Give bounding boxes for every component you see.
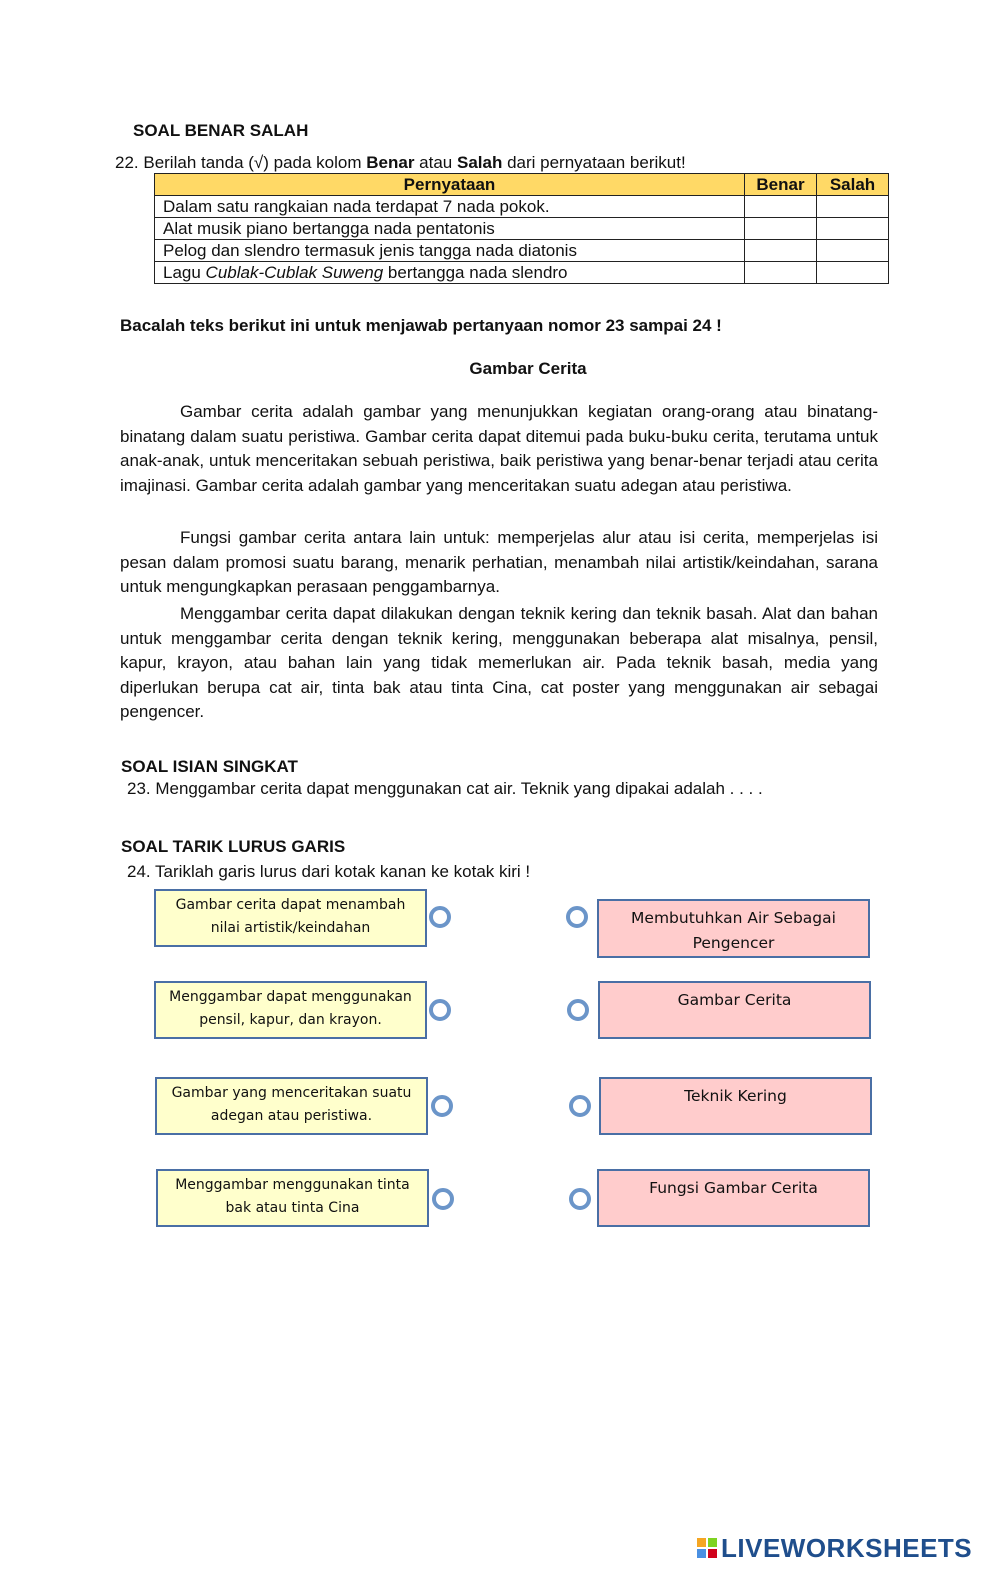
q22-text-1: 22. Berilah tanda (√) pada kolom (115, 153, 367, 172)
left-box-line: bak atau tinta Cina (225, 1200, 360, 1216)
paragraph-2-text: Fungsi gambar cerita antara lain untuk: memperjelas alur atau isi cerita, memperjelas isi pesan dalam promosi suatu barang, menarik perhatian, menambah nilai artistik/keindahan, sarana untuk mengungkapkan perasaan penggambarnya. (120, 528, 878, 596)
benar-cell[interactable] (745, 218, 817, 240)
section-title-isian-singkat: SOAL ISIAN SINGKAT (121, 757, 298, 776)
q22-text-3: dari pernyataan berikut! (502, 153, 686, 172)
benar-cell[interactable] (745, 240, 817, 262)
right-box-line: Membutuhkan Air Sebagai (631, 909, 836, 927)
paragraph-3-text: Menggambar cerita dapat dilakukan dengan teknik kering dan teknik basah. Alat dan bahan untuk menggambar cerita dengan teknik kering, menggunakan beberapa alat misalnya, pensil, kapur, krayon, atau bahan lain yang tidak memerlukan air. Pada teknik basah, media yang diperlukan berupa cat air, tinta bak atau tinta Cina, cat poster yang menggunakan air sebagai pengencer. (120, 604, 878, 721)
reading-paragraph-2 (120, 526, 878, 600)
header-benar: Benar (745, 174, 817, 196)
left-box-line: Gambar yang menceritakan suatu (171, 1085, 412, 1101)
salah-cell[interactable] (817, 196, 889, 218)
left-match-box-1 (154, 889, 427, 947)
table-row (155, 218, 889, 240)
q22-benar: Benar (366, 153, 415, 172)
reading-paragraph-3 (120, 602, 878, 725)
right-box-line: Fungsi Gambar Cerita (649, 1179, 818, 1197)
logo-square-l (697, 1538, 706, 1547)
logo-square-e (708, 1549, 717, 1558)
header-salah: Salah (817, 174, 889, 196)
question-24: 24. Tariklah garis lurus dari kotak kanan ke kotak kiri ! (127, 862, 531, 881)
header-pernyataan: Pernyataan (155, 174, 745, 196)
right-box-line: Gambar Cerita (677, 991, 792, 1009)
left-connector-dot-3[interactable] (431, 1095, 453, 1117)
q22-salah: Salah (456, 153, 503, 172)
logo-mark-icon (697, 1538, 717, 1558)
benar-cell[interactable] (745, 196, 817, 218)
left-box-line: adegan atau peristiwa. (210, 1108, 373, 1124)
row4-text-2: bertangga nada slendro (383, 263, 568, 282)
salah-cell[interactable] (817, 218, 889, 240)
statement-cell: Pelog dan slendro termasuk jenis tangga nada diatonis (155, 240, 745, 262)
left-match-box-3 (155, 1077, 428, 1135)
question-22 (115, 153, 686, 173)
reading-paragraph-1 (120, 400, 878, 498)
reading-title: Gambar Cerita (469, 359, 587, 378)
left-box-line: pensil, kapur, dan krayon. (199, 1012, 382, 1028)
left-box-line: Gambar cerita dapat menambah (175, 897, 406, 913)
right-box-line: Pengencer (692, 934, 775, 952)
benar-cell[interactable] (745, 262, 817, 284)
statement-cell (155, 262, 745, 284)
left-match-box-4 (156, 1169, 429, 1227)
logo-text: LIVEWORKSHEETS (721, 1532, 973, 1563)
left-connector-dot-1[interactable] (429, 906, 451, 928)
section-title-tarik-garis: SOAL TARIK LURUS GARIS (121, 837, 346, 856)
logo-square-i (708, 1538, 717, 1547)
statement-cell: Alat musik piano bertangga nada pentatonis (155, 218, 745, 240)
left-box-line: nilai artistik/keindahan (210, 920, 371, 936)
statement-cell: Dalam satu rangkaian nada terdapat 7 nada pokok. (155, 196, 745, 218)
paragraph-1-text: Gambar cerita adalah gambar yang menunjukkan kegiatan orang-orang atau binatang-binatang dalam suatu peristiwa. Gambar cerita dapat ditemui pada buku-buku cerita, terutama untuk anak-anak, untuk menceritakan sebuah peristiwa, baik peristiwa yang benar-benar terjadi atau cerita imajinasi. Gambar cerita adalah gambar yang menceritakan suatu adegan atau peristiwa. (120, 402, 878, 495)
row4-italic: Cublak-Cublak Suweng (205, 263, 384, 282)
left-box-line: Menggambar menggunakan tinta (175, 1177, 410, 1193)
question-23: 23. Menggambar cerita dapat menggunakan cat air. Teknik yang dipakai adalah . . . . (127, 779, 763, 798)
left-match-box-2 (154, 981, 427, 1039)
right-match-box-1 (597, 899, 870, 958)
right-box-line: Teknik Kering (684, 1087, 787, 1105)
reading-intro: Bacalah teks berikut ini untuk menjawab pertanyaan nomor 23 sampai 24 ! (120, 316, 722, 335)
table-row (155, 262, 889, 284)
salah-cell[interactable] (817, 262, 889, 284)
salah-cell[interactable] (817, 240, 889, 262)
logo-square-v (697, 1549, 706, 1558)
table-header-row (155, 174, 889, 196)
true-false-table (154, 173, 889, 284)
left-box-line: Menggambar dapat menggunakan (169, 989, 412, 1005)
right-match-box-3 (599, 1077, 872, 1135)
q22-text-2: atau (414, 153, 457, 172)
row4-text-1: Lagu (163, 263, 206, 282)
right-connector-dot-2[interactable] (567, 999, 589, 1021)
left-connector-dot-4[interactable] (432, 1188, 454, 1210)
liveworksheets-logo (697, 1532, 972, 1564)
table-row (155, 240, 889, 262)
table-row (155, 196, 889, 218)
left-connector-dot-2[interactable] (429, 999, 451, 1021)
right-connector-dot-4[interactable] (569, 1188, 591, 1210)
right-match-box-2 (598, 981, 871, 1039)
right-connector-dot-1[interactable] (566, 906, 588, 928)
right-match-box-4 (597, 1169, 870, 1227)
section-title-benar-salah: SOAL BENAR SALAH (133, 121, 309, 140)
right-connector-dot-3[interactable] (569, 1095, 591, 1117)
